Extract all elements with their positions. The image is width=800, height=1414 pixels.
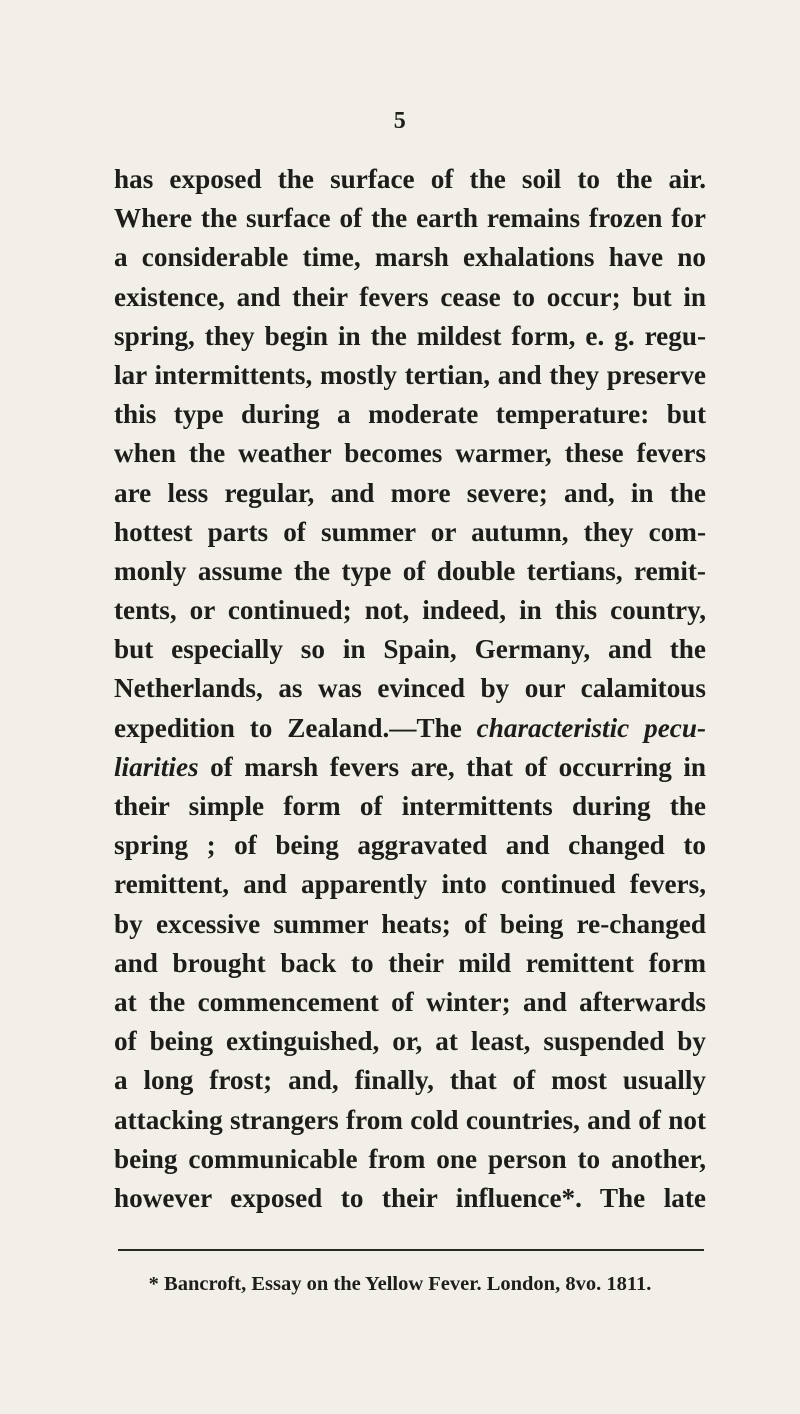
text-line: a long frost; and, finally, that of most usually — [114, 1065, 706, 1096]
text-line: spring, they begin in the mildest form, e. g. regu- — [114, 320, 706, 351]
text-line-mixed — [114, 709, 706, 748]
text-line: at the commencement of winter; and afterwards — [114, 986, 706, 1017]
italic-phrase: characteristic pecu- — [476, 712, 706, 743]
text-line: when the weather becomes warmer, these fevers — [114, 438, 706, 469]
text-line: Where the surface of the earth remains frozen for — [114, 203, 706, 234]
text-line: their simple form of intermittents during the — [114, 791, 706, 821]
text-line: and brought back to their mild remittent form — [114, 947, 706, 978]
text-line: has exposed the surface of the soil to the air. — [114, 164, 706, 194]
text-line: this type during a moderate temperature: but — [114, 399, 706, 430]
text-line: by excessive summer heats; of being re-changed — [114, 908, 706, 939]
footnote-rule — [118, 1249, 704, 1251]
text-fragment: of marsh fevers are, that of occurring in — [198, 751, 706, 782]
text-line: Netherlands, as was evinced by our calamitous — [114, 673, 706, 704]
text-line: remittent, and apparently into continued fevers, — [114, 869, 706, 900]
text-line: but especially so in Spain, Germany, and the — [114, 634, 706, 665]
page-number: 5 — [393, 108, 407, 134]
text-line: monly assume the type of double tertians, remit- — [114, 555, 706, 586]
body-text — [114, 160, 706, 1218]
text-line: lar intermittents, mostly tertian, and they preserve — [114, 359, 706, 390]
text-line: being communicable from one person to another, — [114, 1143, 706, 1174]
text-line: are less regular, and more severe; and, in the — [114, 477, 706, 508]
text-line: attacking strangers from cold countries, and of not — [114, 1104, 706, 1135]
text-fragment: expedition to Zealand.—The — [114, 712, 477, 743]
text-line: however exposed to their influence*. The late — [114, 1182, 706, 1213]
text-line: a considerable time, marsh exhalations have no — [114, 242, 706, 273]
text-line: tents, or continued; not, indeed, in this country, — [114, 595, 706, 626]
text-line-mixed — [114, 748, 706, 787]
italic-phrase: liarities — [114, 751, 199, 782]
footnote: * Bancroft, Essay on the Yellow Fever. London, 8vo. 1811. — [148, 1273, 652, 1295]
text-line: of being extinguished, or, at least, suspended by — [114, 1026, 706, 1057]
text-line: spring ; of being aggravated and changed to — [114, 830, 706, 861]
text-line: hottest parts of summer or autumn, they com- — [114, 516, 706, 547]
text-line: existence, and their fevers cease to occur; but in — [114, 281, 706, 312]
